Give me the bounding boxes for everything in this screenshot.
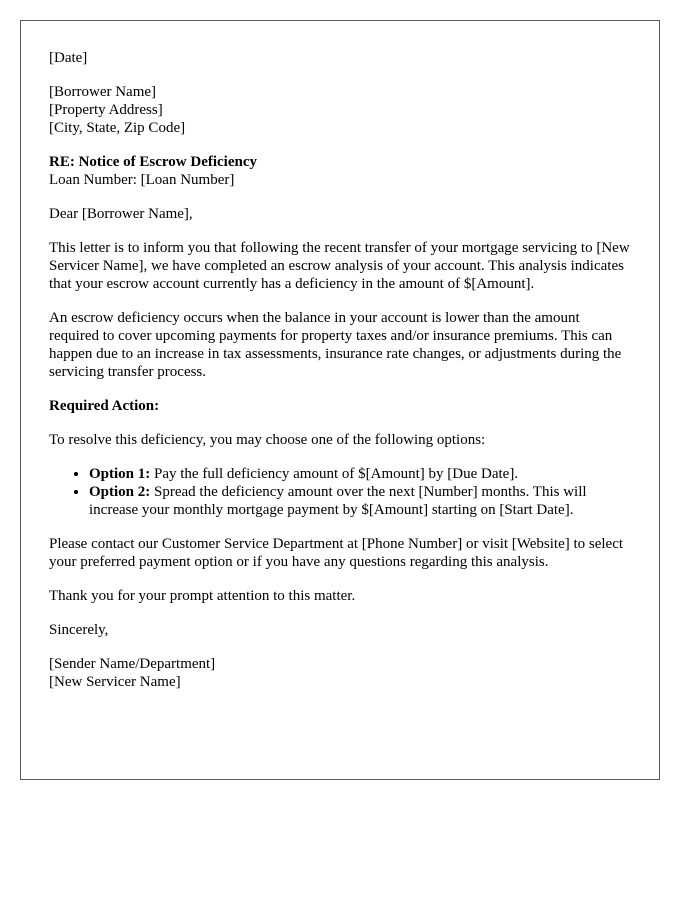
- options-list: [49, 465, 631, 519]
- subject-line: RE: Notice of Escrow Deficiency: [49, 154, 257, 170]
- option-item: [89, 465, 631, 483]
- required-action-intro: To resolve this deficiency, you may choose one of the following options:: [49, 432, 486, 448]
- required-action-heading: Required Action:: [49, 398, 160, 414]
- signature-block: [49, 655, 631, 691]
- option-text: Pay the full deficiency amount of $[Amount] by [Due Date].: [150, 466, 519, 482]
- subject-block: [49, 153, 631, 189]
- recipient-address: [Property Address]: [49, 102, 163, 118]
- contact-paragraph: Please contact our Customer Service Department at [Phone Number] or visit [Website] to select your preferred payment option or if you have any questions regarding this analysis.: [49, 536, 624, 570]
- recipient-block: [49, 83, 631, 137]
- body-paragraph-explanation: An escrow deficiency occurs when the balance in your account is lower than the amount required to cover upcoming payments for property taxes and/or insurance premiums. This can happen due to an increase in tax assessments, insurance rate changes, or adjustments during the servicing transfer process.: [49, 310, 622, 380]
- closing: Sincerely,: [49, 622, 109, 638]
- option-label: Option 2:: [89, 484, 151, 500]
- option-label: Option 1:: [89, 466, 151, 482]
- body-paragraph-intro: This letter is to inform you that following the recent transfer of your mortgage servicing to [New Servicer Name], we have completed an escrow analysis of your account. This analysis indicates that your escrow account currently has a deficiency in the amount of $[Amount].: [49, 240, 630, 292]
- sender-company: [New Servicer Name]: [49, 674, 181, 690]
- sender-name: [Sender Name/Department]: [49, 656, 216, 672]
- option-item: [89, 483, 631, 519]
- option-text: Spread the deficiency amount over the next [Number] months. This will increase your monthly mortgage payment by $[Amount] starting on [Start Date].: [89, 484, 587, 518]
- recipient-city-state-zip: [City, State, Zip Code]: [49, 120, 186, 136]
- letter-page: [20, 20, 660, 780]
- salutation: Dear [Borrower Name],: [49, 206, 193, 222]
- thanks-paragraph: Thank you for your prompt attention to this matter.: [49, 588, 356, 604]
- letter-date: [Date]: [49, 50, 88, 66]
- loan-number: Loan Number: [Loan Number]: [49, 172, 235, 188]
- recipient-name: [Borrower Name]: [49, 84, 157, 100]
